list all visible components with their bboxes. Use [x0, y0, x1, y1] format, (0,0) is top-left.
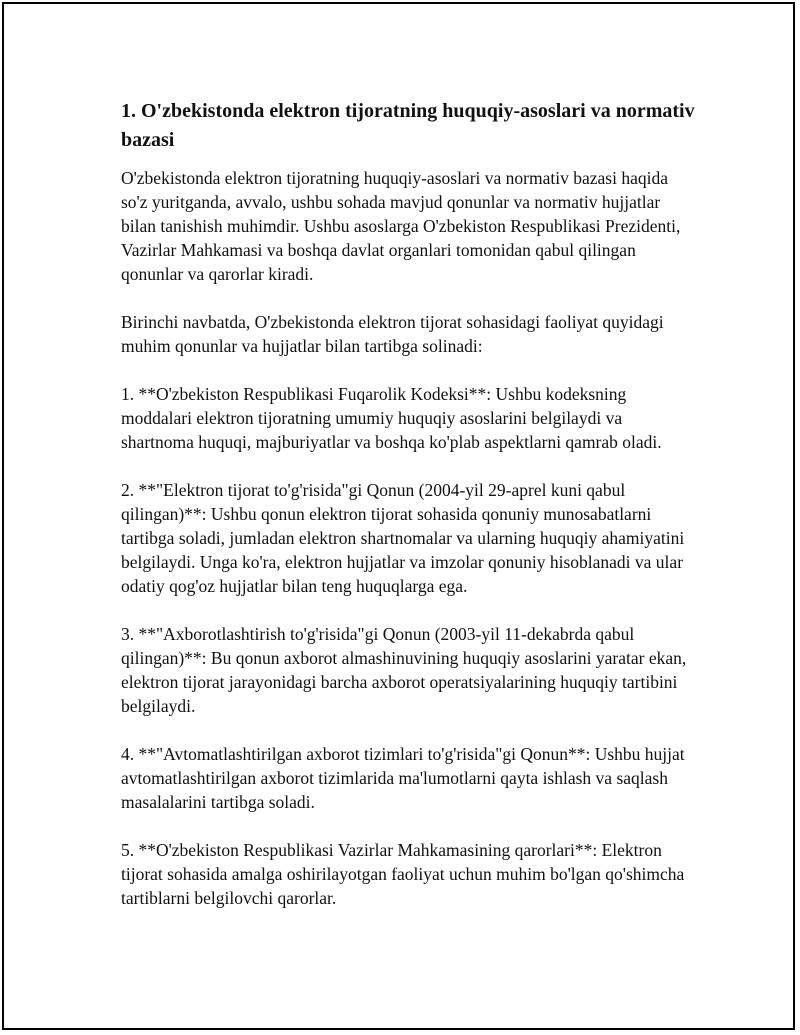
list-item-informatization-law: 3. **"Axborotlashtirish to'g'risida"gi Qonun (2003-yil 11-dekabrda qabul qilingan)**: Bu qonun axborot almashinuvining huquqiy asoslarini yaratar ekan, elektron tijorat jarayonidagi barcha axborot operatsiyalarining huquqiy tartibini belgilaydi. [121, 624, 687, 716]
list-item-automated-systems-law: 4. **"Avtomatlashtirilgan axborot tizimlari to'g'risida"gi Qonun**: Ushbu hujjat avtomatlashtirilgan axborot tizimlarida ma'lumotlarni qayta ishlash va saqlash masalalarini tartibga soladi. [121, 744, 685, 812]
paragraph-intro: O'zbekistonda elektron tijoratning huquqiy-asoslari va normativ bazasi haqida so'z yuritganda, avvalo, ushbu sohada mavjud qonunlar va normativ hujjatlar bilan tanishish muhimdir. Ushbu asoslarga O'zbekiston Respublikasi Prezidenti, Vazirlar Mahkamasi va boshqa davlat organlari tomonidan qabul qilingan qonunlar va qarorlar kiradi. [121, 168, 681, 284]
list-item-cabinet-resolutions: 5. **O'zbekiston Respublikasi Vazirlar Mahkamasining qarorlari**: Elektron tijorat sohasida amalga oshirilayotgan faoliyat uchun muhim bo'lgan qo'shimcha tartiblarni belgilovchi qarorlar. [121, 840, 685, 908]
paragraph-list-intro: Birinchi navbatda, O'zbekistonda elektron tijorat sohasidagi faoliyat quyidagi muhim qonunlar va hujjatlar bilan tartibga solinadi: [121, 312, 664, 356]
section-heading: 1. O'zbekistonda elektron tijoratning huquqiy-asoslari va normativ bazasi [121, 100, 695, 151]
document-page [2, 2, 795, 1030]
document-content [121, 97, 696, 910]
list-item-ecommerce-law: 2. **"Elektron tijorat to'g'risida"gi Qonun (2004-yil 29-aprel kuni qabul qilingan)**: Ushbu qonun elektron tijorat sohasida qonuniy munosabatlarni tartibga soladi, jumladan elektron shartnomalar va ularning huquqiy ahamiyatini belgilaydi. Unga ko'ra, elektron hujjatlar va imzolar qonuniy hisoblanadi va ular odatiy qog'oz hujjatlar bilan teng huquqlarga ega. [121, 480, 685, 596]
list-item-civil-code: 1. **O'zbekiston Respublikasi Fuqarolik Kodeksi**: Ushbu kodeksning moddalari elektron tijoratning umumiy huquqiy asoslarini belgilaydi va shartnoma huquqi, majburiyatlar va boshqa ko'plab aspektlarni qamrab oladi. [121, 384, 662, 452]
